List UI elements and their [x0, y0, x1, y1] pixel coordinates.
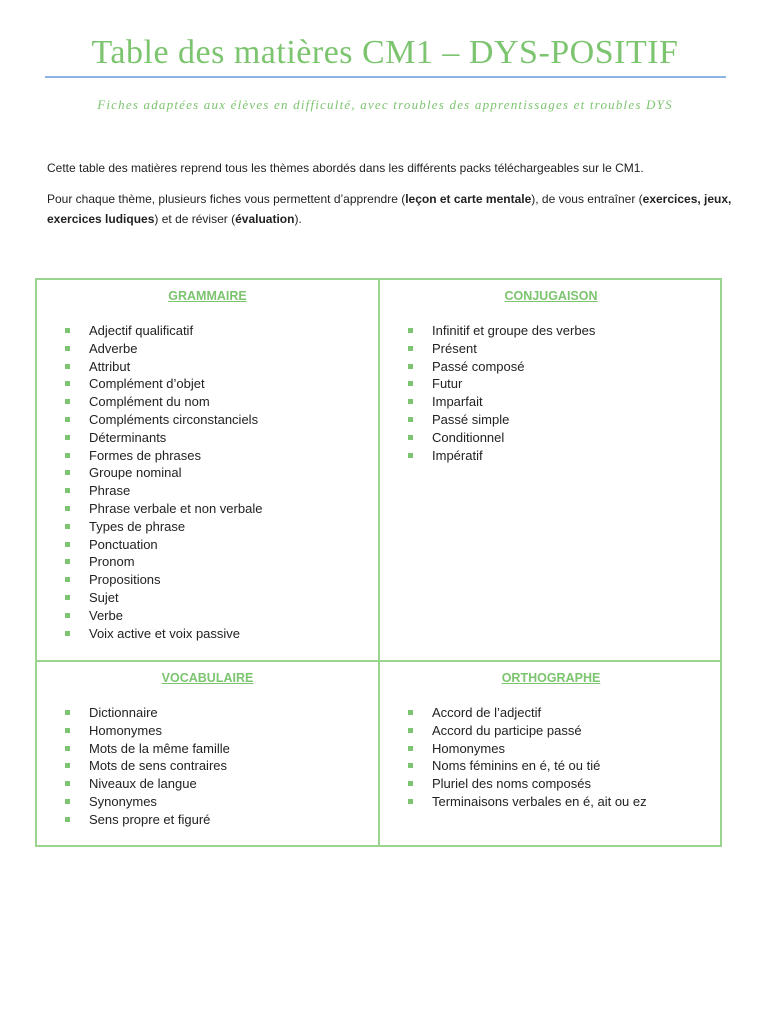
- square-bullet-icon: [408, 799, 413, 804]
- list-item-label: Attribut: [89, 358, 131, 374]
- list-item-label: Imparfait: [432, 394, 483, 410]
- list-item: [37, 322, 262, 340]
- list-item: [37, 722, 230, 740]
- square-bullet-icon: [65, 524, 70, 529]
- list-item: [37, 704, 230, 722]
- list-item: [37, 607, 262, 625]
- list-item: [37, 375, 262, 393]
- square-bullet-icon: [65, 631, 70, 636]
- square-bullet-icon: [65, 435, 70, 440]
- intro-paragraph-1: Cette table des matières reprend tous les thèmes abordés dans les différents packs téléchargeables sur le CM1.: [47, 161, 644, 175]
- list-item-label: Pluriel des noms composés: [432, 776, 591, 792]
- square-bullet-icon: [65, 613, 70, 618]
- list-item: [37, 536, 262, 554]
- section-orthographe: [380, 662, 722, 847]
- list-item: [37, 358, 262, 376]
- list-item: [380, 411, 595, 429]
- list-item-label: Passé composé: [432, 358, 525, 374]
- list-item: [380, 793, 647, 811]
- section-list: [380, 704, 647, 811]
- list-item-label: Groupe nominal: [89, 465, 182, 481]
- list-item-label: Présent: [432, 340, 477, 356]
- list-item-label: Types de phrase: [89, 518, 186, 534]
- title-underline: [45, 76, 726, 78]
- list-item: [380, 358, 595, 376]
- square-bullet-icon: [65, 817, 70, 822]
- intro-text: Pour chaque thème, plusieurs fiches vous permettent d’apprendre (: [47, 192, 406, 206]
- intro-text: ) et de réviser (: [154, 212, 236, 226]
- list-item-label: Dictionnaire: [89, 705, 158, 720]
- list-item-label: Sens propre et figuré: [89, 811, 211, 827]
- square-bullet-icon: [408, 417, 413, 422]
- list-item: [37, 811, 230, 829]
- square-bullet-icon: [65, 453, 70, 458]
- square-bullet-icon: [408, 763, 413, 768]
- list-item-label: Formes de phrases: [89, 447, 201, 463]
- square-bullet-icon: [65, 763, 70, 768]
- square-bullet-icon: [408, 328, 413, 333]
- list-item-label: Noms féminins en é, té ou tié: [432, 758, 601, 774]
- square-bullet-icon: [65, 728, 70, 733]
- section-vocabulaire: [37, 662, 378, 847]
- square-bullet-icon: [65, 577, 70, 582]
- square-bullet-icon: [65, 488, 70, 493]
- square-bullet-icon: [65, 470, 70, 475]
- square-bullet-icon: [65, 746, 70, 751]
- list-item-label: Ponctuation: [89, 536, 158, 552]
- list-item-label: Homonymes: [89, 722, 162, 738]
- list-item: [37, 625, 262, 643]
- section-title: VOCABULAIRE: [161, 671, 254, 685]
- intro-bold-exercises: exercices, jeux, exercices ludiques: [47, 192, 732, 226]
- list-item: [37, 775, 230, 793]
- list-item-label: Terminaisons verbales en é, ait ou ez: [432, 793, 647, 809]
- list-item: [37, 482, 262, 500]
- square-bullet-icon: [65, 559, 70, 564]
- section-grammaire: [37, 280, 378, 660]
- list-item: [380, 722, 647, 740]
- list-item: [37, 793, 230, 811]
- list-item-label: Niveaux de langue: [89, 776, 197, 792]
- list-item-label: Synonymes: [89, 793, 157, 809]
- list-item-label: Pronom: [89, 554, 135, 570]
- list-item-label: Voix active et voix passive: [89, 625, 241, 641]
- square-bullet-icon: [65, 710, 70, 715]
- section-title: CONJUGAISON: [504, 289, 598, 303]
- list-item: [380, 757, 647, 775]
- square-bullet-icon: [408, 746, 413, 751]
- list-item: [37, 411, 262, 429]
- square-bullet-icon: [408, 346, 413, 351]
- list-item-label: Complément du nom: [89, 394, 210, 410]
- list-item: [380, 704, 647, 722]
- intro-text: ).: [294, 212, 302, 226]
- list-item-label: Complément d’objet: [89, 376, 205, 392]
- list-item: [37, 571, 262, 589]
- list-item-label: Sujet: [89, 589, 119, 605]
- square-bullet-icon: [408, 728, 413, 733]
- themes-table: [35, 278, 722, 847]
- section-title: ORTHOGRAPHE: [501, 671, 601, 685]
- square-bullet-icon: [65, 595, 70, 600]
- list-item-label: Passé simple: [432, 411, 510, 427]
- square-bullet-icon: [65, 328, 70, 333]
- section-list: [37, 322, 262, 642]
- square-bullet-icon: [65, 346, 70, 351]
- list-item: [380, 375, 595, 393]
- square-bullet-icon: [408, 710, 413, 715]
- section-list: [37, 704, 230, 829]
- list-item: [380, 393, 595, 411]
- list-item: [380, 740, 647, 758]
- square-bullet-icon: [408, 381, 413, 386]
- square-bullet-icon: [65, 381, 70, 386]
- list-item-label: Conditionnel: [432, 429, 505, 445]
- list-item: [380, 322, 595, 340]
- square-bullet-icon: [65, 506, 70, 511]
- square-bullet-icon: [65, 399, 70, 404]
- list-item-label: Verbe: [89, 607, 123, 623]
- list-item-label: Futur: [432, 376, 463, 392]
- square-bullet-icon: [408, 364, 413, 369]
- list-item: [37, 464, 262, 482]
- list-item: [380, 340, 595, 358]
- list-item-label: Mots de la même famille: [89, 740, 230, 756]
- list-item-label: Compléments circonstanciels: [89, 411, 259, 427]
- list-item-label: Déterminants: [89, 429, 167, 445]
- list-item: [380, 775, 647, 793]
- square-bullet-icon: [65, 364, 70, 369]
- list-item-label: Adjectif qualificatif: [89, 323, 194, 338]
- list-item: [37, 429, 262, 447]
- list-item: [37, 393, 262, 411]
- page-title: Table des matières CM1 – DYS-POSITIF: [91, 34, 679, 71]
- list-item: [37, 340, 262, 358]
- list-item-label: Infinitif et groupe des verbes: [432, 323, 596, 338]
- list-item-label: Phrase verbale et non verbale: [89, 500, 263, 516]
- list-item-label: Adverbe: [89, 340, 138, 356]
- list-item-label: Impératif: [432, 447, 483, 463]
- list-item: [37, 589, 262, 607]
- intro-bold-lesson: leçon et carte mentale: [405, 192, 532, 206]
- section-conjugaison: [380, 280, 722, 660]
- list-item-label: Phrase: [89, 483, 131, 499]
- list-item: [37, 757, 230, 775]
- intro-paragraph-2: [47, 189, 737, 229]
- list-item: [380, 447, 595, 465]
- list-item-label: Propositions: [89, 572, 161, 588]
- square-bullet-icon: [408, 453, 413, 458]
- page-subtitle: Fiches adaptées aux élèves en difficulté, avec troubles des apprentissages et troubles DYS: [97, 97, 673, 112]
- list-item: [380, 429, 595, 447]
- list-item-label: Homonymes: [432, 740, 505, 756]
- square-bullet-icon: [65, 417, 70, 422]
- list-item: [37, 500, 262, 518]
- list-item: [37, 740, 230, 758]
- list-item: [37, 553, 262, 571]
- square-bullet-icon: [65, 799, 70, 804]
- intro-bold-evaluation: évaluation: [235, 212, 295, 226]
- list-item-label: Accord du participe passé: [432, 722, 582, 738]
- square-bullet-icon: [408, 399, 413, 404]
- square-bullet-icon: [408, 781, 413, 786]
- intro-text: ), de vous entraîner (: [531, 192, 643, 206]
- section-title: GRAMMAIRE: [168, 289, 247, 303]
- list-item: [37, 518, 262, 536]
- section-list: [380, 322, 595, 464]
- square-bullet-icon: [65, 542, 70, 547]
- square-bullet-icon: [408, 435, 413, 440]
- list-item-label: Accord de l’adjectif: [432, 705, 542, 720]
- list-item: [37, 447, 262, 465]
- square-bullet-icon: [65, 781, 70, 786]
- list-item-label: Mots de sens contraires: [89, 758, 228, 774]
